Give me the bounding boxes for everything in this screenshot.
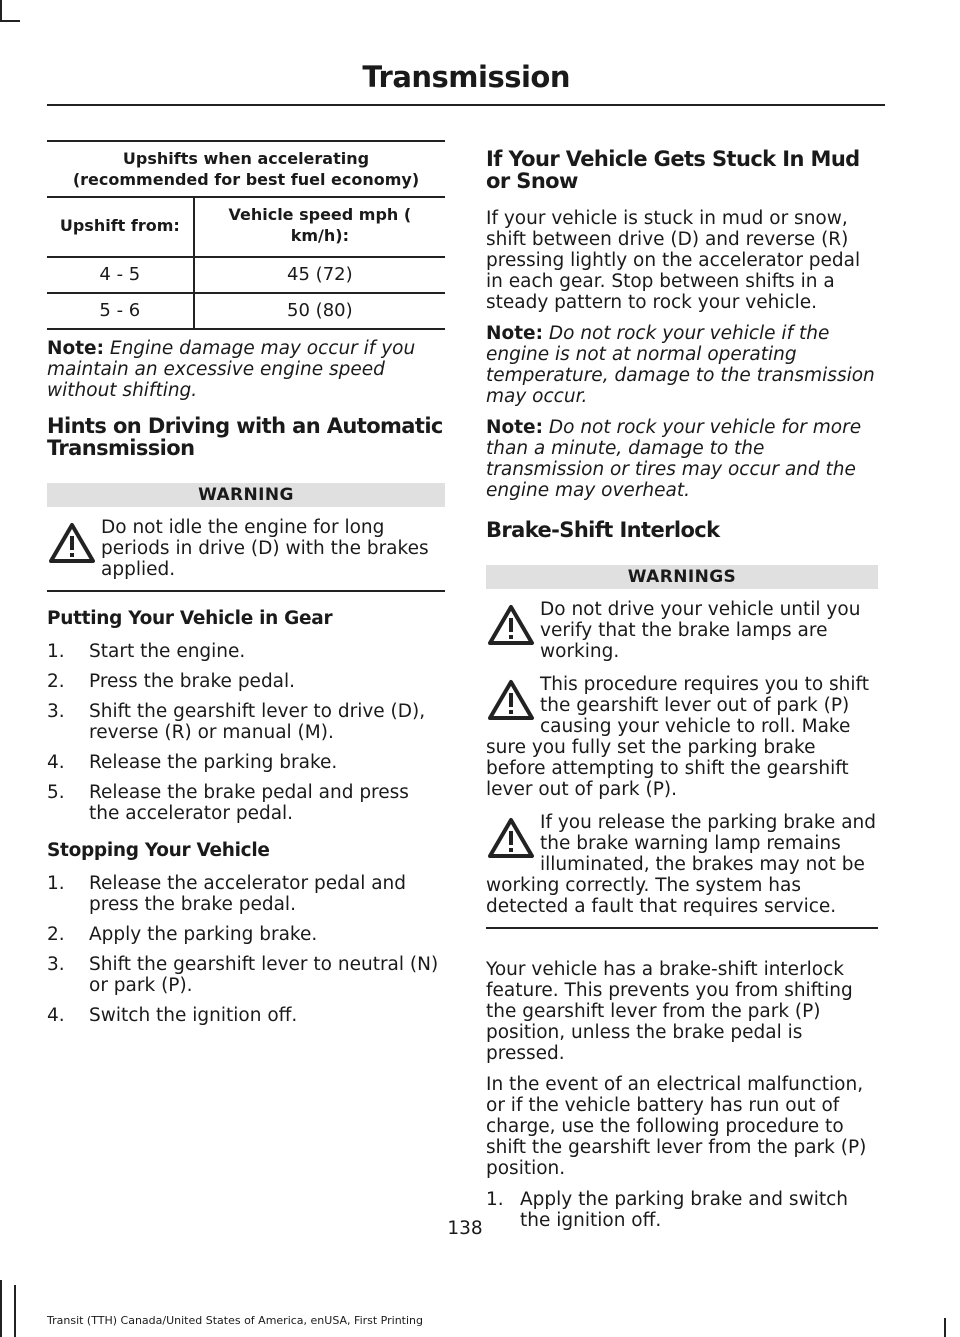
warning-text: Do not idle the engine for long periods in drive (D) with the brakes applied. [101,517,429,580]
stuck-heading: If Your Vehicle Gets Stuck In Mud or Snow [486,147,860,193]
warning-item [486,599,878,662]
upshift-col-from: Upshift from: [47,197,194,257]
upshift-table [47,140,445,330]
warning-banner: WARNING [47,483,445,507]
upshift-speed-cell: 50 (80) [194,293,445,329]
upshift-from-cell: 5 - 6 [47,293,194,329]
note-text: Do not rock your vehicle if the engine is not at normal operating temperature, damage to the transmission may occur. [486,323,875,407]
crop-mark [0,20,20,22]
list-item: 2. Apply the parking brake. [47,924,318,945]
warning-triangle-icon [486,678,536,722]
note-label: Note: [47,338,104,359]
list-item: 1. Release the accelerator pedal and press the brake pedal. [47,873,407,915]
warning-text: Do not drive your vehicle until you verify that the brake lamps are working. [540,599,861,662]
note-engine-damage [47,338,445,401]
warning-text: This procedure requires you to shift the gearshift lever out of park (P) causing your vehicle to roll. Make sure you fully set the parking brake before attempting to shift the gearshift lever out of park (P). [486,674,869,800]
warnings-box [486,597,878,929]
interlock-heading: Brake-Shift Interlock [486,518,720,542]
crop-mark [0,1280,2,1337]
stopping-heading: Stopping Your Vehicle [47,840,270,861]
note-label: Note: [486,323,543,344]
list-item: 3. Shift the gearshift lever to drive (D), reverse (R) or manual (M). [47,701,426,743]
note-text: Do not rock your vehicle for more than a minute, damage to the transmission or tires may occur and the engine may overheat. [486,417,862,501]
header-rule [47,104,885,106]
right-column [486,140,878,1240]
stuck-body: If your vehicle is stuck in mud or snow, shift between drive (D) and reverse (R) pressing lightly on the accelerator pedal in each gear. Stop between shifts in a steady pattern to rock your vehicle. [486,208,861,313]
crop-mark [0,0,2,20]
page-header-title: Transmission [362,60,570,94]
left-column [47,140,445,1035]
note-label: Note: [486,417,543,438]
list-item: 4. Switch the ignition off. [47,1005,298,1026]
note-rock-temperature [486,323,878,407]
warning-item [47,517,445,580]
list-item: 1. Apply the parking brake and switch the ignition off. [486,1189,848,1231]
note-rock-duration [486,417,878,501]
list-item: 4. Release the parking brake. [47,752,338,773]
list-item: 5. Release the brake pedal and press the accelerator pedal. [47,782,409,824]
hints-heading: Hints on Driving with an Automatic Transmission [47,414,443,460]
table-row [47,257,445,293]
stopping-list [47,873,445,1026]
interlock-body-2: In the event of an electrical malfunction, or if the vehicle battery has run out of charge, use the following procedure to shift the gearshift lever from the park (P) position. [486,1074,867,1179]
table-row [47,293,445,329]
page-number: 138 [447,1218,483,1239]
crop-mark [14,1285,16,1337]
page-footer: Transit (TTH) Canada/United States of America, enUSA, First Printing [47,1314,423,1327]
warning-triangle-icon [486,603,536,647]
list-item: 3. Shift the gearshift lever to neutral (N) or park (P). [47,954,439,996]
warning-text: If you release the parking brake and the brake warning lamp remains illuminated, the brakes may not be working correctly. The system has detected a fault that requires service. [486,812,876,917]
upshift-col-speed: Vehicle speed mph ( km/h): [194,197,445,257]
upshift-from-cell: 4 - 5 [47,257,194,293]
putting-in-gear-list [47,641,445,824]
interlock-steps [486,1189,878,1231]
warning-triangle-icon [486,816,536,860]
upshift-table-title: Upshifts when accelerating (recommended for best fuel economy) [47,141,445,197]
upshift-speed-cell: 45 (72) [194,257,445,293]
warning-item [486,812,878,917]
putting-in-gear-heading: Putting Your Vehicle in Gear [47,608,333,629]
interlock-body-1: Your vehicle has a brake-shift interlock feature. This prevents you from shifting the gearshift lever from the park (P) position, unless the brake pedal is pressed. [486,959,853,1064]
warnings-banner: WARNINGS [486,565,878,589]
list-item: 2. Press the brake pedal. [47,671,296,692]
warning-triangle-icon [47,521,97,565]
list-item: 1. Start the engine. [47,641,246,662]
warning-box [47,515,445,592]
crop-mark [944,1318,946,1337]
warning-item [486,674,878,800]
note-text: Engine damage may occur if you maintain an excessive engine speed without shifting. [47,338,416,401]
